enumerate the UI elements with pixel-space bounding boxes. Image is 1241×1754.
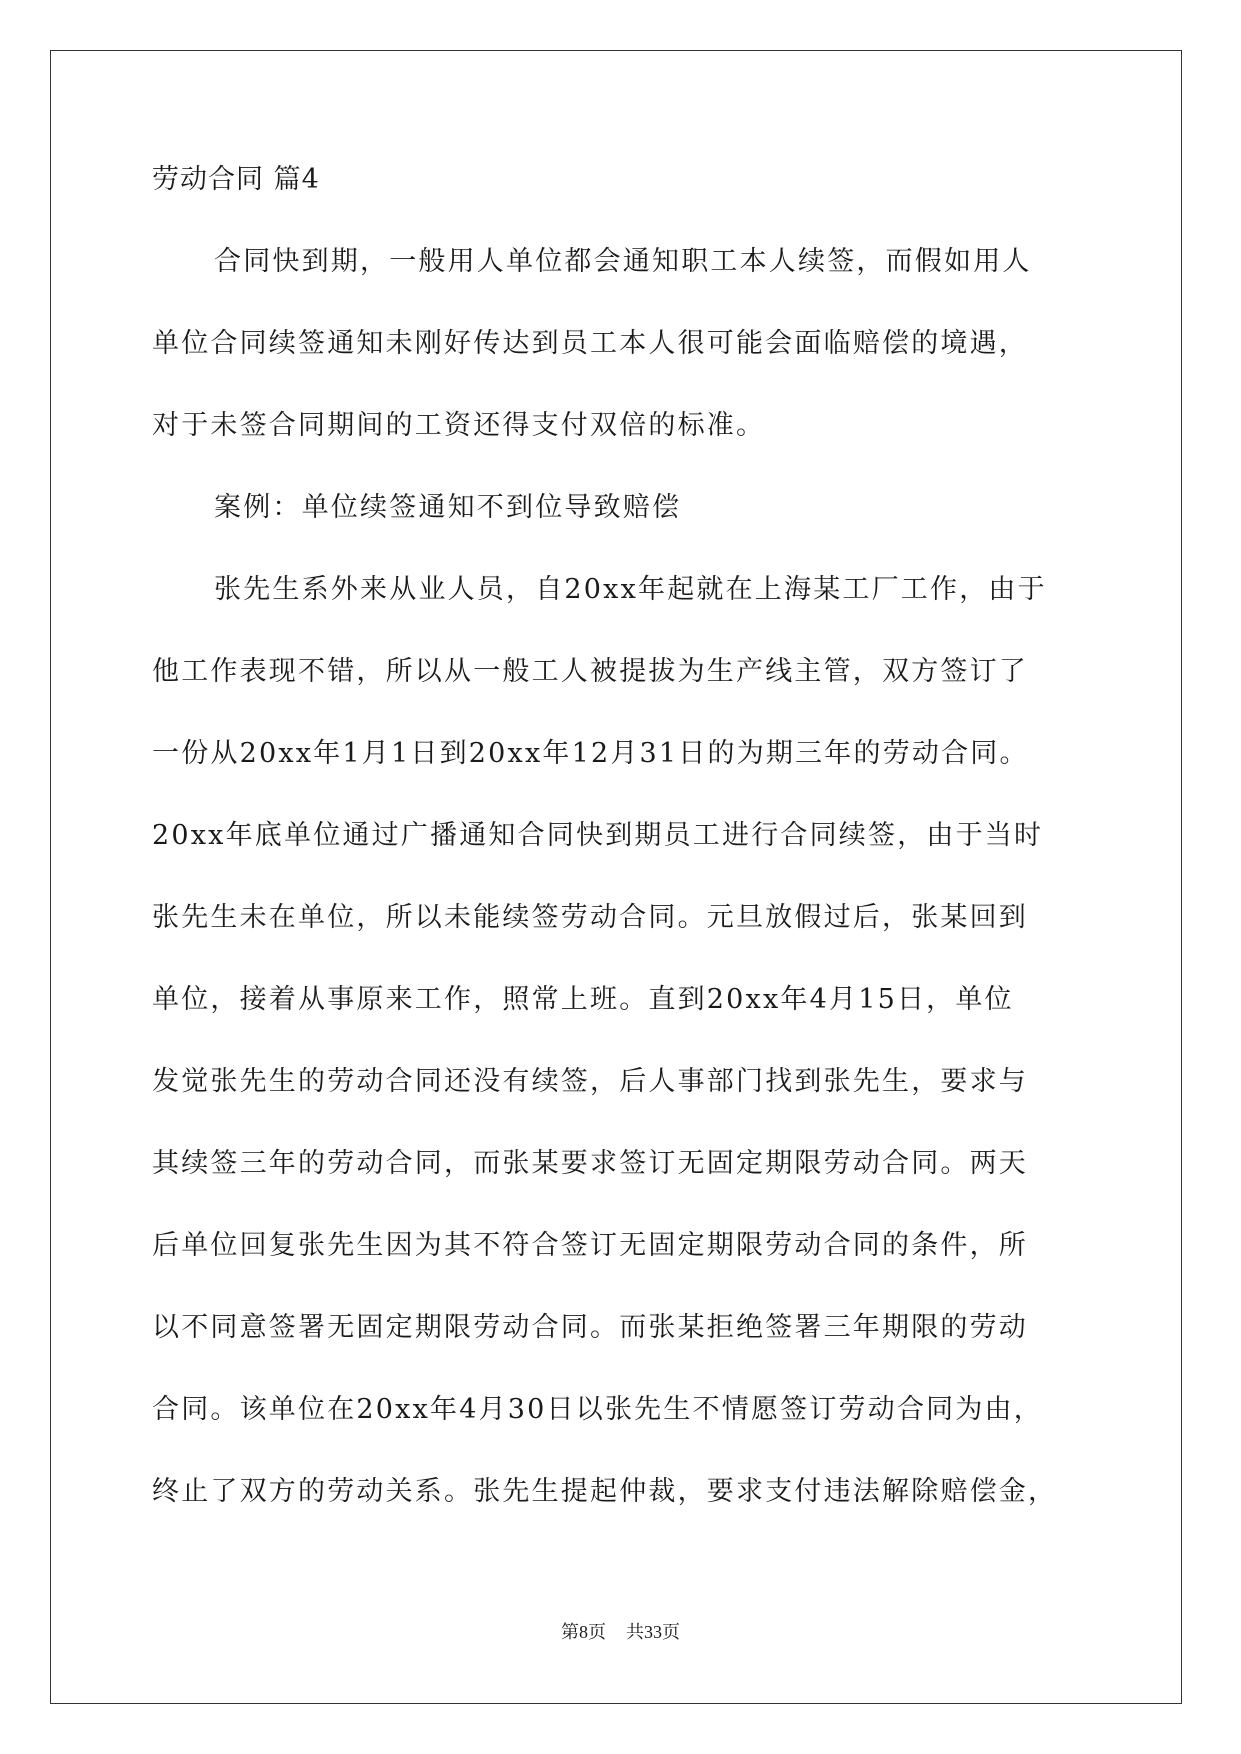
- text-line: 后单位回复张先生因为其不符合签订无固定期限劳动合同的条件，所: [152, 1230, 1028, 1261]
- text-line: 案例：单位续签通知不到位导致赔偿: [214, 492, 682, 523]
- text-line: 对于未签合同期间的工资还得支付双倍的标准。: [152, 410, 766, 441]
- text-line: 单位，接着从事原来工作，照常上班。直到20xx年4月15日，单位: [152, 984, 1014, 1015]
- text-line: 张先生未在单位，所以未能续签劳动合同。元旦放假过后，张某回到: [152, 902, 1028, 933]
- text-line: 合同快到期，一般用人单位都会通知职工本人续签，而假如用人: [214, 246, 1032, 277]
- text-line: 以不同意签署无固定期限劳动合同。而张某拒绝签署三年期限的劳动: [152, 1312, 1028, 1343]
- text-line: 单位合同续签通知未刚好传达到员工本人很可能会面临赔偿的境遇，: [152, 328, 1028, 359]
- text-line: 合同。该单位在20xx年4月30日以张先生不情愿签订劳动合同为由，: [152, 1394, 1043, 1425]
- text-line: 他工作表现不错，所以从一般工人被提拔为生产线主管，双方签订了: [152, 656, 1028, 687]
- text-line: 其续签三年的劳动合同，而张某要求签订无固定期限劳动合同。两天: [152, 1148, 1028, 1179]
- document-body: [152, 162, 1087, 1556]
- text-line: 20xx年底单位通过广播通知合同快到期员工进行合同续签，由于当时: [152, 820, 1044, 851]
- text-line: 终止了双方的劳动关系。张先生提起仲裁，要求支付违法解除赔偿金，: [152, 1476, 1058, 1507]
- text-line: 张先生系外来从业人员，自20xx年起就在上海某工厂工作，由于: [214, 574, 1047, 605]
- paragraph-block: [152, 244, 1087, 1556]
- page-footer: [0, 1621, 1241, 1643]
- page-number: 第8页: [561, 1622, 606, 1642]
- section-title: 劳动合同 篇4: [152, 164, 320, 195]
- text-line: 一份从20xx年1月1日到20xx年12月31日的为期三年的劳动合同。: [152, 738, 1029, 769]
- page-total: 共33页: [626, 1622, 680, 1642]
- text-line: 发觉张先生的劳动合同还没有续签，后人事部门找到张先生，要求与: [152, 1066, 1028, 1097]
